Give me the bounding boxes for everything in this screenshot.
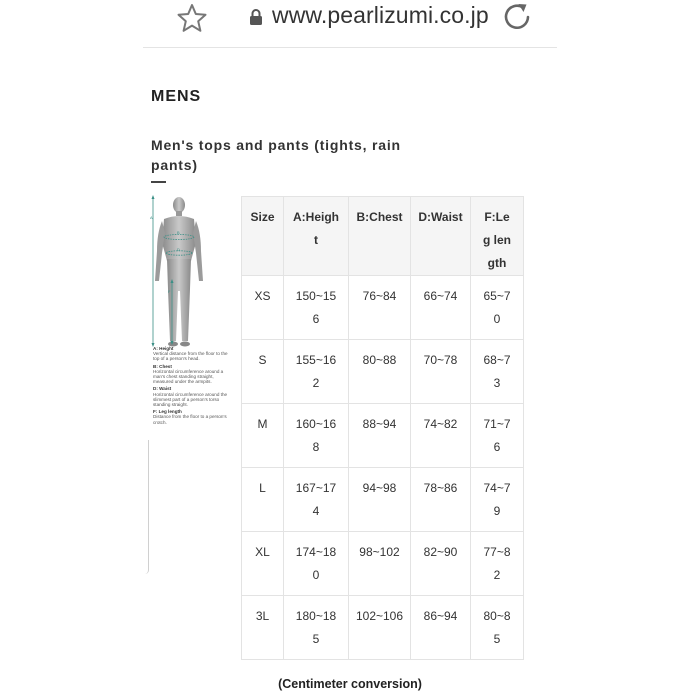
human-figure-icon [155,197,203,347]
table-row [242,532,524,596]
cell-leg-length: 65~70 [471,276,524,340]
body-measurement-diagram [147,193,237,353]
cell-size: XL [242,532,284,596]
bookmark-star-icon[interactable] [176,2,208,34]
table-row [242,404,524,468]
cell-waist: 78~86 [411,468,471,532]
header-height: A:Height [284,197,349,276]
table-row [242,468,524,532]
cell-size: XS [242,276,284,340]
cell-waist: 82~90 [411,532,471,596]
side-divider [145,440,149,574]
unit-footnote: (Centimeter conversion) [278,677,422,691]
cell-waist: 70~78 [411,340,471,404]
page-title: MENS [151,88,202,105]
cell-chest: 76~84 [349,276,411,340]
cell-size: L [242,468,284,532]
mark-b: B [177,230,180,235]
cell-waist: 86~94 [411,596,471,660]
heading-underline [151,181,166,183]
cell-height: 180~185 [284,596,349,660]
cell-leg-length: 68~73 [471,340,524,404]
cell-height: 150~156 [284,276,349,340]
table-row [242,596,524,660]
lock-icon [249,8,263,26]
cell-chest: 80~88 [349,340,411,404]
size-table [241,196,524,660]
cell-waist: 66~74 [411,276,471,340]
cell-chest: 94~98 [349,468,411,532]
cell-waist: 74~82 [411,404,471,468]
section-heading: Men's tops and pants (tights, rain pants) [151,137,401,173]
header-size: Size [242,197,284,276]
mark-a: A [150,215,153,220]
mark-f: F [168,289,171,294]
cell-size: 3L [242,596,284,660]
url-text[interactable]: www.pearlizumi.co.jp [272,2,489,28]
legend-item-chest: B: Chest Horizontal circumference around a man's chest standing straight, measured under the armpits. [153,363,224,385]
cell-size: S [242,340,284,404]
cell-height: 174~180 [284,532,349,596]
cell-chest: 102~106 [349,596,411,660]
cell-leg-length: 77~82 [471,532,524,596]
table-row [242,340,524,404]
cell-chest: 88~94 [349,404,411,468]
header-waist: D:Waist [411,197,471,276]
header-chest: B:Chest [349,197,411,276]
cell-height: 167~174 [284,468,349,532]
mark-d: D [177,247,180,252]
cell-leg-length: 71~76 [471,404,524,468]
cell-size: M [242,404,284,468]
legend-item-waist: D: Waist Horizontal circumference around the slimmest part of a person's torso standing straight. [153,386,228,408]
cell-leg-length: 80~85 [471,596,524,660]
url-bar-divider [143,47,557,48]
cell-chest: 98~102 [349,532,411,596]
cell-height: 160~168 [284,404,349,468]
header-leg-length: F:Leg length [471,197,524,276]
reload-icon[interactable] [501,1,533,33]
legend-item-height: A: Height Vertical distance from the floor to the top of a person's head. [153,346,228,362]
browser-url-bar [0,0,700,46]
cell-height: 155~162 [284,340,349,404]
table-row [242,276,524,340]
measurement-legend [153,346,235,427]
table-header-row [242,197,524,276]
cell-leg-length: 74~79 [471,468,524,532]
legend-item-leg-length: F: Leg length Distance from the floor to a person's crotch. [153,409,227,425]
